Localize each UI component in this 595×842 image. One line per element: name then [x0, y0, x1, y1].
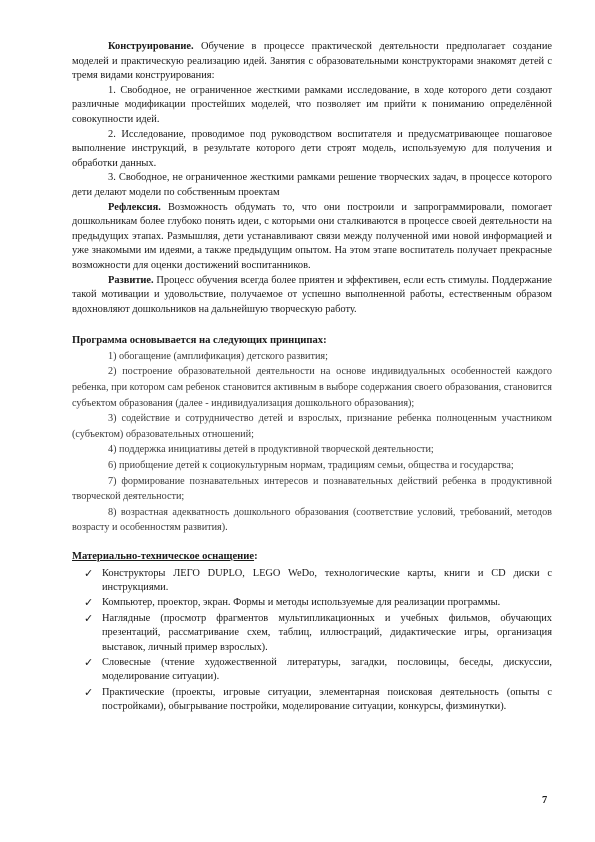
- equipment-item-text: Конструкторы ЛЕГО DUPLO, LEGO WeDo, технологические карты, книги и CD диски с инструкциями.: [102, 567, 552, 593]
- equipment-item-text: Компьютер, проектор, экран. Формы и методы используемые для реализации программы.: [102, 597, 501, 609]
- development-text: Процесс обучения всегда более приятен и эффективен, если есть стимулы. Поддержание такой мотивации и удовольствие, получаемое от успешно выполненной работы, естественным образом вдохновляют дошкольников на дальнейшую творческую работу.: [72, 274, 552, 315]
- equipment-heading-colon: :: [254, 551, 258, 562]
- equipment-item: [72, 567, 552, 596]
- principle-item: 1) обогащение (амплификация) детского развития;: [108, 350, 328, 362]
- page-content: [72, 40, 552, 716]
- reflection-title: Рефлексия.: [108, 201, 161, 213]
- checkmark-icon: ✓: [84, 656, 94, 670]
- construction-paragraph: [72, 40, 552, 84]
- principle-item: 3) содействие и сотрудничество детей и взрослых, признание ребенка полноценным участником (субъектом) образовательных отношений;: [72, 413, 552, 440]
- development-paragraph: [72, 274, 552, 318]
- page-number: 7: [542, 795, 548, 806]
- construction-item-2: 2. Исследование, проводимое под руководством воспитателя и предусматривающее пошаговое выполнение инструкций, в результате которого дети строят модель, используемую для получения и обработки данных.: [72, 128, 552, 169]
- equipment-item: [72, 612, 552, 655]
- checkmark-icon: ✓: [84, 685, 94, 699]
- equipment-item-text: Словесные (чтение художественной литературы, загадки, пословицы, беседы, дискуссии, моделирование ситуации).: [102, 657, 552, 683]
- equipment-heading-text: Материально-техническое оснащение: [72, 551, 255, 562]
- checkmark-icon: ✓: [84, 596, 94, 610]
- equipment-item: [72, 656, 552, 685]
- principles-heading: Программа основывается на следующих принципах:: [72, 335, 327, 347]
- development-title: Развитие.: [108, 274, 154, 286]
- reflection-text: Возможность обдумать то, что они построили и запрограммировали, помогает дошкольникам более глубоко понять идеи, с которыми они сталкиваются в процессе своей деятельности на предыдущих этапах. Размышляя, дети устанавливают связи между полученной ими новой информацией и уже знакомыми им идеями, а также предыдущим опытом. На этом этапе воспитатель получает прекрасные возможности для оценки достижений воспитанников.: [72, 201, 552, 271]
- equipment-item: [72, 686, 552, 715]
- principle-item: 8) возрастная адекватность дошкольного образования (соответствие условий, требований, методов возрасту и особенностям развития).: [72, 506, 552, 534]
- checkmark-icon: ✓: [84, 611, 94, 625]
- construction-title: Конструирование.: [108, 41, 194, 52]
- equipment-heading: [72, 550, 552, 565]
- construction-item-3: 3. Свободное, не ограниченное жесткими рамками решение творческих задач, в процессе которого дети делают модели по собственным проектам: [72, 172, 552, 198]
- principle-item: 6) приобщение детей к социокультурным нормам, традициям семьи, общества и государства;: [108, 460, 514, 472]
- equipment-list: [72, 567, 552, 715]
- principle-item: 4) поддержка инициативы детей в продуктивной творческой деятельности;: [108, 444, 434, 456]
- principle-item: 7) формирование познавательных интересов и познавательных действий ребенка в продуктивной творческой деятельности;: [72, 475, 552, 503]
- construction-item-1: 1. Свободное, не ограниченное жесткими рамками исследование, в ходе которого дети создают различные модификации простейших моделей, что позволяет им прийти к пониманию определённой совокупности идей.: [72, 84, 552, 125]
- equipment-item-text: Практические (проекты, игровые ситуации, элементарная поисковая деятельность (опыты с постройками), обыгрывание постройки, моделирование ситуации, конкурсы, физминутки).: [102, 686, 552, 713]
- equipment-item: [72, 596, 552, 610]
- principle-item: 2) построение образовательной деятельности на основе индивидуальных особенностей каждого ребенка, при котором сам ребенок становится активным в выборе содержания своего образования, становится субъектом образования (далее - индивидуализация дошкольного образования);: [72, 366, 552, 409]
- spacer: [72, 536, 552, 550]
- principles-list: [72, 349, 552, 536]
- equipment-item-text: Наглядные (просмотр фрагментов мультипликационных и учебных фильмов, обучающих презентаций, рассматривание схем, таблиц, иллюстраций, дидактические игры, организация выставок, личный пример взрослых).: [102, 612, 552, 653]
- construction-intro: Обучение в процессе практической деятельности предполагает создание моделей и практическую реализацию идей. Занятия с образовательными конструкторами знакомят детей с тремя видами конструирования:: [72, 41, 552, 82]
- spacer: [72, 317, 552, 334]
- checkmark-icon: ✓: [84, 566, 94, 580]
- reflection-paragraph: [72, 201, 552, 274]
